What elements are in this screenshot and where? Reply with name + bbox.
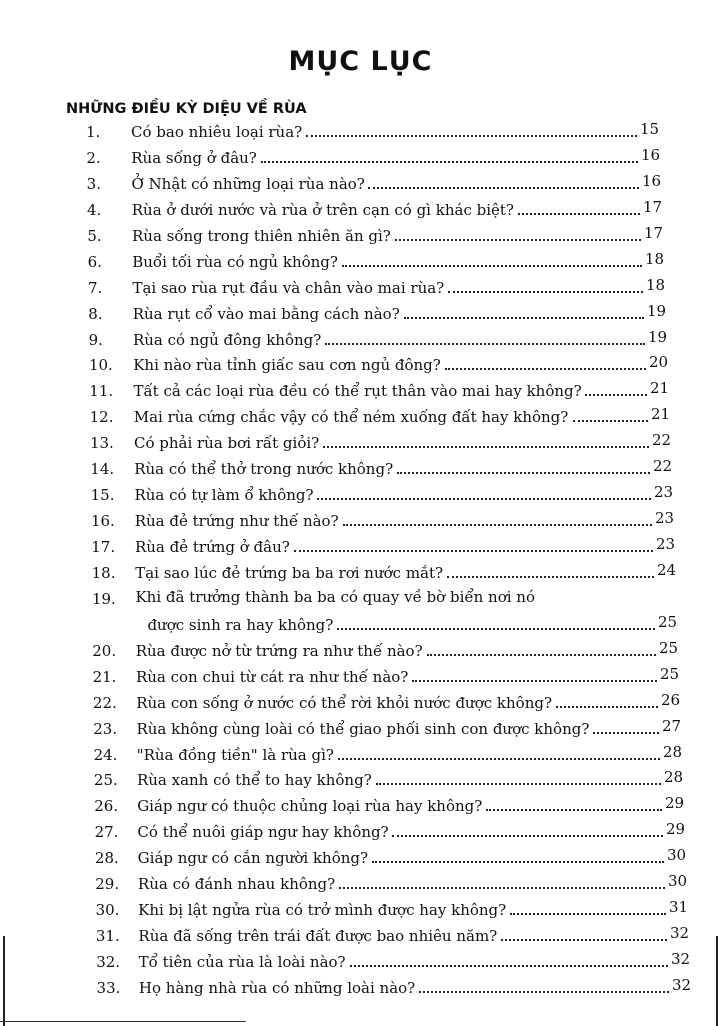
page-number: 20 [649,353,669,372]
page-number: 24 [657,560,677,579]
page-number: 23 [655,509,675,528]
entry-title: Giáp ngư có thuộc chủng loại rùa hay không? [137,797,483,816]
toc-entry [0,894,721,920]
entry-number: 31. [95,927,120,946]
dot-leader [404,317,644,319]
entry-title: Ở Nhật có những loại rùa nào? [131,174,365,193]
dot-leader [350,965,668,967]
page-number: 27 [662,716,682,735]
toc-list [0,116,721,998]
toc-entry [0,842,721,868]
entry-title: Tại sao lúc đẻ trứng ba ba rơi nước mắt? [135,563,444,582]
entry-title: Khi đã trưởng thành ba ba có quay về bờ biển nơi nó [135,587,535,606]
entry-title: Rùa sống ở đâu? [131,148,257,167]
page-number: 28 [663,742,683,761]
dot-leader [510,913,666,915]
entry-number: 22. [92,693,117,712]
dot-leader [317,498,651,500]
dot-leader [261,161,638,163]
toc-entry [0,531,721,557]
entry-number: 5. [87,226,102,245]
page-number: 15 [640,120,660,138]
toc-entry [0,349,721,375]
dot-leader [376,783,661,785]
toc-entry [0,816,721,842]
toc-entry [0,375,721,401]
toc-entry [0,427,721,453]
dot-leader [337,628,655,630]
toc-entry [0,790,721,816]
dot-leader [339,887,665,889]
entry-number: 3. [86,174,101,193]
dot-leader [395,239,641,241]
dot-leader [412,680,657,682]
dot-leader [593,732,659,734]
dot-leader [518,213,640,215]
entry-number: 24. [93,745,118,764]
page-number: 28 [664,768,684,787]
entry-number: 25. [93,771,118,790]
toc-entry [0,194,721,220]
toc-entry [0,739,721,765]
entry-number: 33. [96,978,121,997]
entry-title: Rùa đã sống trên trái đất được bao nhiêu năm? [138,927,498,946]
dot-leader [372,861,664,863]
entry-title: Rùa rụt cổ vào mai bằng cách nào? [132,304,400,323]
entry-number: 16. [90,512,115,531]
entry-title: Rùa không cùng loài có thể giao phối sinh con được không? [136,719,590,738]
entry-title: Tổ tiên của rùa là loài nào? [138,953,346,972]
page-number: 31 [669,898,689,917]
toc-entry [0,946,721,972]
toc-entry [0,453,721,479]
page-number: 22 [652,431,672,450]
dot-leader [323,446,649,448]
entry-number: 29. [95,875,120,894]
entry-number: 26. [94,797,119,816]
toc-entry [0,635,721,661]
dot-leader [397,472,650,474]
entry-title: Giáp ngư có cắn người không? [137,849,369,868]
toc-entry [0,764,721,790]
page-number: 29 [665,794,685,813]
toc-entry [0,298,721,324]
page-number: 26 [661,690,681,709]
entry-number: 4. [86,200,102,219]
entry-number: 17. [91,538,116,556]
entry-number: 2. [86,148,101,167]
page-number: 23 [654,483,674,502]
page-number: 30 [668,872,688,891]
entry-number: 30. [95,901,120,920]
page-number: 25 [659,638,679,657]
page-number: 32 [670,924,690,943]
toc-entry [0,972,721,998]
dot-leader [486,809,662,811]
entry-title: Rùa sống trong thiên nhiên ăn gì? [131,226,391,245]
dot-leader [448,291,643,293]
page-number: 16 [641,145,661,164]
entry-title: Rùa con chui từ cát ra như thế nào? [135,667,409,686]
entry-number: 11. [89,382,114,401]
scan-edge-left [3,936,5,1026]
entry-number: 32. [96,953,121,972]
page-number: 17 [643,197,663,216]
entry-title: Rùa đẻ trứng như thế nào? [134,512,339,531]
entry-title-continued: được sinh ra hay không? [147,615,334,634]
toc-entry [0,116,721,142]
toc-entry [0,479,721,505]
dot-leader [338,758,660,760]
toc-entry [0,505,721,531]
toc-entry [0,713,721,739]
entry-number: 13. [89,434,114,453]
toc-entry [0,142,721,168]
dot-leader [556,706,658,708]
entry-title: Rùa ở dưới nước và rùa ở trên cạn có gì khác biệt? [131,200,514,219]
page-number: 21 [651,405,671,424]
page-number: 19 [648,327,668,346]
dot-leader [392,835,663,837]
dot-leader [427,654,656,656]
entry-title: Rùa có đánh nhau không? [137,875,336,894]
entry-number: 6. [87,252,102,271]
entry-title: Rùa có ngủ đông không? [132,330,322,349]
entry-title: Họ hàng nhà rùa có những loài nào? [138,978,416,997]
entry-title: Tất cả các loại rùa đều có thể rụt thân vào mai hay không? [133,382,582,401]
scan-edge-right [716,936,718,1026]
entry-title: Khi nào rùa tỉnh giấc sau cơn ngủ đông? [133,356,441,375]
footer-rule [0,1021,246,1022]
entry-title: Có phải rùa bơi rất giỏi? [133,434,320,453]
page-number: 32 [671,950,691,969]
entry-title: Rùa đẻ trứng ở đâu? [134,538,290,556]
entry-title: "Rùa đồng tiền" là rùa gì? [136,745,334,764]
toc-entry [0,920,721,946]
entry-title: Rùa có thể thở trong nước không? [134,460,394,479]
entry-number: 1. [86,123,101,141]
toc-entry [0,324,721,350]
entry-title: Rùa con sống ở nước có thể rời khỏi nước được không? [136,693,553,712]
toc-entry [0,246,721,272]
page-number: 23 [656,535,676,553]
entry-number: 9. [88,330,103,349]
entry-title: Tại sao rùa rụt đầu và chân vào mai rùa? [132,278,445,297]
toc-entry [0,661,721,687]
page-number: 29 [666,820,686,839]
dot-leader [585,394,647,396]
entry-number: 28. [94,849,119,868]
entry-number: 14. [90,460,115,479]
toc-entry [0,557,721,583]
dot-leader [501,939,667,941]
dot-leader [445,368,646,370]
entry-title: Mai rùa cứng chắc vậy có thể ném xuống đất hay không? [133,408,569,427]
dot-leader [368,187,639,189]
page-number: 17 [644,223,664,242]
entry-number: 18. [91,563,116,582]
page-number: 22 [653,457,673,476]
toc-entry [0,687,721,713]
entry-number: 12. [89,408,114,427]
page-number: 16 [642,171,662,190]
section-heading: NHỮNG ĐIỀU KỲ DIỆU VỀ RÙA [66,101,307,117]
dot-leader [419,991,669,993]
entry-number: 19. [91,589,116,608]
page-number: 21 [650,379,670,398]
entry-title: Rùa được nở từ trứng ra như thế nào? [135,641,423,660]
entry-number: 21. [92,667,117,686]
dot-leader [573,420,648,422]
entry-title: Buổi tối rùa có ngủ không? [132,252,338,271]
toc-entry [0,272,721,298]
entry-number: 8. [88,304,103,323]
toc-entry [0,220,721,246]
entry-title: Có bao nhiêu loại rùa? [131,123,303,141]
dot-leader [343,524,652,526]
dot-leader [294,550,653,552]
entry-number: 10. [88,356,113,375]
entry-number: 23. [93,719,118,738]
dot-leader [306,135,637,137]
entry-title: Rùa có tự làm ổ không? [134,486,314,505]
entry-number: 15. [90,486,115,505]
page-number: 30 [667,846,687,865]
page-number: 25 [658,612,678,631]
entry-title: Có thể nuôi giáp ngư hay không? [137,823,389,842]
page-number: 19 [647,301,667,320]
entry-number: 20. [92,641,117,660]
toc-entry [0,401,721,427]
dot-leader [447,576,654,578]
page-number: 25 [660,664,680,683]
page-number: 18 [646,275,666,294]
toc-entry [0,583,721,635]
page-title: MỤC LỤC [288,46,433,77]
entry-number: 27. [94,823,119,842]
toc-entry [0,868,721,894]
page-number: 18 [645,249,665,268]
page-number: 32 [672,975,692,994]
toc-entry [0,168,721,194]
entry-number: 7. [87,278,103,297]
dot-leader [342,265,642,267]
entry-title: Rùa xanh có thể to hay không? [136,771,372,790]
dot-leader [325,343,645,345]
entry-title: Khi bị lật ngửa rùa có trở mình được hay không? [138,901,507,920]
